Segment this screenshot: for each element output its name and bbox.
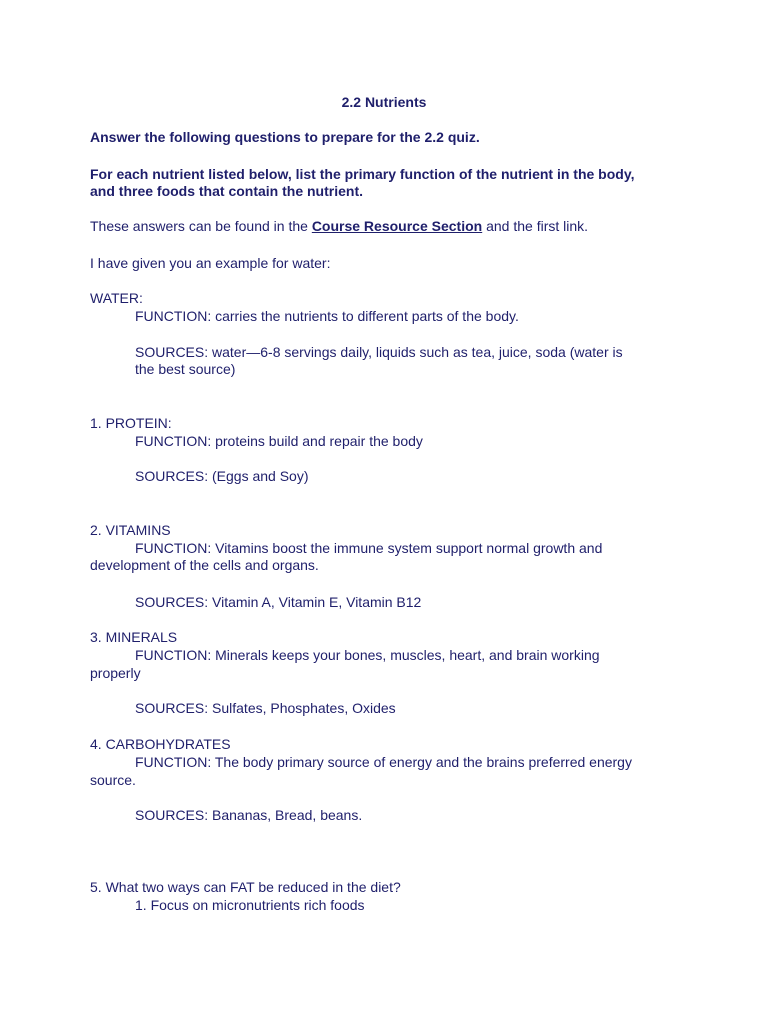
page-title: 2.2 Nutrients (341, 94, 427, 110)
vitamins-heading: 2. VITAMINS (90, 522, 171, 538)
water-heading: WATER: (90, 290, 143, 306)
carbohydrates-function-line-2: source. (90, 772, 136, 788)
minerals-function-line-1: FUNCTION: Minerals keeps your bones, muscles, heart, and brain working (135, 647, 600, 663)
water-function: FUNCTION: carries the nutrients to different parts of the body. (135, 308, 519, 324)
minerals-sources: SOURCES: Sulfates, Phosphates, Oxides (135, 700, 396, 716)
carbohydrates-sources: SOURCES: Bananas, Bread, beans. (135, 807, 363, 823)
protein-heading: 1. PROTEIN: (90, 415, 172, 431)
vitamins-function-line-1: FUNCTION: Vitamins boost the immune system support normal growth and (135, 540, 603, 556)
instructions-line-1: For each nutrient listed below, list the primary function of the nutrient in the body, (90, 166, 635, 182)
protein-sources: SOURCES: (Eggs and Soy) (135, 468, 309, 484)
resource-line (90, 217, 588, 235)
vitamins-sources: SOURCES: Vitamin A, Vitamin E, Vitamin B12 (135, 594, 422, 610)
course-resource-link[interactable]: Course Resource Section (311, 218, 483, 234)
minerals-heading: 3. MINERALS (90, 629, 178, 645)
carbohydrates-function-line-1: FUNCTION: The body primary source of energy and the brains preferred energy (135, 754, 632, 770)
fat-question: 5. What two ways can FAT be reduced in the diet? (90, 879, 401, 895)
resource-line-after: and the first link. (486, 218, 589, 234)
instructions-line-2: and three foods that contain the nutrient. (90, 183, 363, 199)
carbohydrates-heading: 4. CARBOHYDRATES (90, 736, 231, 752)
minerals-function-line-2: properly (90, 665, 141, 681)
intro-text: Answer the following questions to prepare for the 2.2 quiz. (90, 129, 480, 145)
resource-line-before: These answers can be found in the (90, 218, 308, 234)
example-intro: I have given you an example for water: (90, 255, 331, 271)
fat-answer-1: 1. Focus on micronutrients rich foods (135, 897, 365, 913)
vitamins-function-line-2: development of the cells and organs. (90, 557, 319, 573)
water-sources-line-2: the best source) (135, 361, 236, 377)
protein-function: FUNCTION: proteins build and repair the body (135, 433, 423, 449)
water-sources-line-1: SOURCES: water—6-8 servings daily, liquids such as tea, juice, soda (water is (135, 344, 623, 360)
